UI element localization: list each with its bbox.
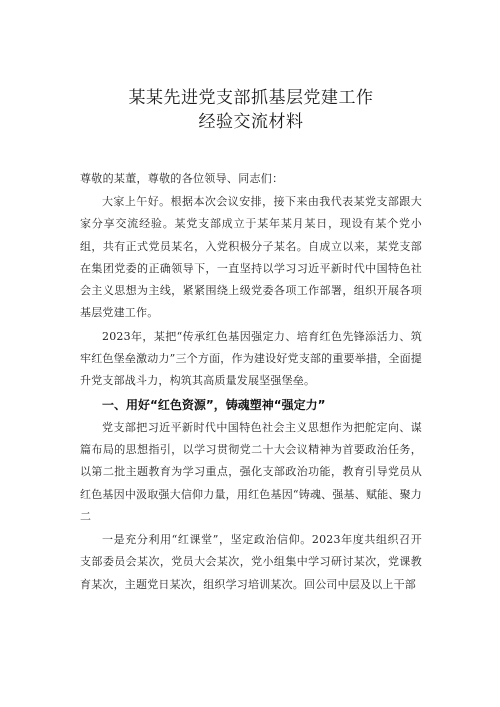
title-line-2: 经验交流材料 [198,112,304,132]
paragraph-intro-1: 大家上午好。根据本次会议安排，接下来由我代表某党支部跟大家分享交流经验。某党支部成立于某年某月某日，现设有某个党小组，共有正式党员某名，入党积极分子某名。自成立以来，某党支部在集团党委的正确领导下，一直坚持以学习习近平新时代中国特色社会主义思想为主线，紧紧围绕上级党委各项工作部署，组织开展各项基层党建工作。 [80,195,422,320]
paragraph-intro-2: 2023年，某把“传承红色基因强定力、培育红色先锋添活力、筑牢红色堡垒激动力”三个方面，作为建设好党支部的重要举措，全面提升党支部战斗力，构筑其高质量发展坚强堡垒。 [80,329,422,388]
section-heading-1: 一、用好“红色资源”，铸魂塑神“强定力” [102,397,326,412]
salutation: 尊敬的某董，尊敬的各位领导、同志们： [80,172,284,185]
document-title [80,86,422,134]
paragraph-section1-2: 一是充分利用“红课堂”，坚定政治信仰。2023年度共组织召开支部委员会某次，党员大会某次，党小组集中学习研讨某次，党课教育某次，主题党日某次，组织学习培训某次。回公司中层及以上干部 [80,533,422,591]
title-line-1: 某某先进党支部抓基层党建工作 [128,88,374,108]
paragraph-section1-1: 党支部把习近平新时代中国特色社会主义思想作为把舵定向、谋篇布局的思想指引，以学习贯彻党二十大会议精神为首要政治任务，以第二批主题教育为学习重点，强化支部政治功能，教育引导党员从红色基因中汲取强大信仰力量，用红色基因“铸魂、强基、赋能、聚力二 [80,420,422,523]
